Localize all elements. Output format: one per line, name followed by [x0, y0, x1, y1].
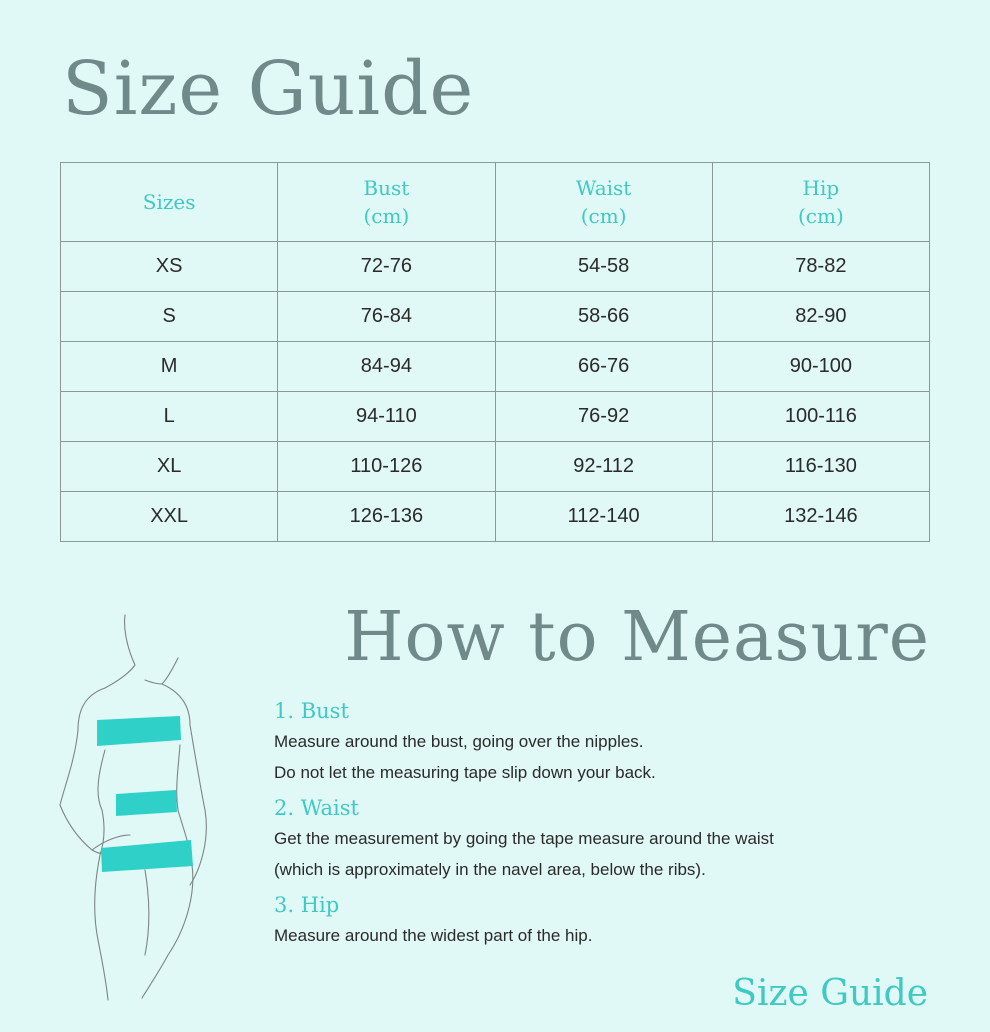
table-row [61, 492, 930, 542]
leg-line [145, 870, 149, 955]
bust-band [97, 716, 181, 746]
cell-waist: 66-76 [495, 342, 712, 392]
cell-hip: 82-90 [712, 292, 929, 342]
cell-size: XL [61, 442, 278, 492]
cell-hip: 100-116 [712, 392, 929, 442]
cell-size: L [61, 392, 278, 442]
step-hip [274, 890, 924, 951]
cell-bust: 76-84 [278, 292, 495, 342]
cell-bust: 110-126 [278, 442, 495, 492]
neck-right-line [162, 658, 178, 684]
header-label: Waist [575, 176, 632, 200]
cell-waist: 92-112 [495, 442, 712, 492]
torso-right-line [142, 745, 193, 998]
cell-waist: 76-92 [495, 392, 712, 442]
header-unit: (cm) [797, 204, 844, 228]
cell-size: XXL [61, 492, 278, 542]
how-to-measure-title: How to Measure [344, 598, 930, 677]
step-text: Measure around the bust, going over the nipples. [274, 732, 644, 751]
cell-waist: 58-66 [495, 292, 712, 342]
header-label: Sizes [142, 190, 196, 214]
table-row [61, 442, 930, 492]
step-bust [274, 696, 924, 788]
table-row [61, 392, 930, 442]
header-bust [278, 163, 495, 242]
collarbone-line [145, 680, 162, 684]
measure-steps [274, 696, 924, 956]
step-heading: 3. Hip [274, 893, 340, 917]
table-row [61, 292, 930, 342]
cell-size: S [61, 292, 278, 342]
body-figure-illustration [50, 610, 230, 1005]
cell-size: M [61, 342, 278, 392]
table-row [61, 342, 930, 392]
table-row [61, 242, 930, 292]
header-sizes [61, 163, 278, 242]
cell-bust: 94-110 [278, 392, 495, 442]
torso-left-line [95, 750, 108, 1000]
table-header-row [61, 163, 930, 242]
header-label: Bust [363, 176, 410, 200]
cell-bust: 84-94 [278, 342, 495, 392]
cell-waist: 54-58 [495, 242, 712, 292]
size-table [60, 162, 930, 542]
cell-bust: 72-76 [278, 242, 495, 292]
step-heading: 1. Bust [274, 699, 349, 723]
cell-waist: 112-140 [495, 492, 712, 542]
step-waist [274, 793, 924, 885]
cell-hip: 132-146 [712, 492, 929, 542]
step-text: Do not let the measuring tape slip down your back. [274, 763, 656, 782]
header-unit: (cm) [580, 204, 627, 228]
waist-band [116, 790, 177, 816]
left-arm-line [60, 688, 115, 854]
cell-hip: 78-82 [712, 242, 929, 292]
cell-hip: 116-130 [712, 442, 929, 492]
header-unit: (cm) [363, 204, 410, 228]
step-text: (which is approximately in the navel area, below the ribs). [274, 860, 706, 879]
step-text: Measure around the widest part of the hip. [274, 926, 593, 945]
step-text: Get the measurement by going the tape measure around the waist [274, 829, 774, 848]
step-heading: 2. Waist [274, 796, 359, 820]
footer-brand: Size Guide [732, 973, 928, 1014]
page-title: Size Guide [62, 46, 475, 132]
cell-bust: 126-136 [278, 492, 495, 542]
header-label: Hip [802, 176, 840, 200]
header-hip [712, 163, 929, 242]
hip-band [101, 840, 193, 872]
neck-left-line [105, 615, 135, 688]
header-waist [495, 163, 712, 242]
cell-size: XS [61, 242, 278, 292]
cell-hip: 90-100 [712, 342, 929, 392]
